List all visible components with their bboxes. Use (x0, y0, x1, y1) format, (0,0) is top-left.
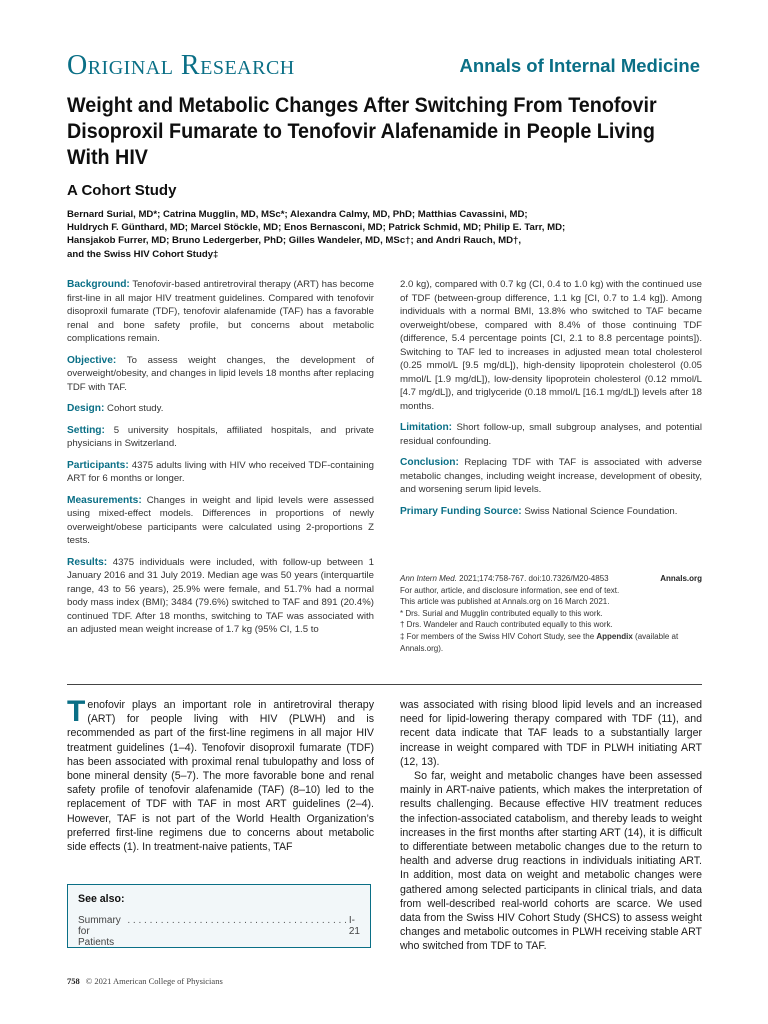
abstract-participants (67, 459, 374, 486)
body-paragraph: So far, weight and metabolic changes have been assessed mainly in ART-naive patients, which makes the interpretation of results challenging. Because effective HIV treatment reduces the infection-associated catabolism, and thereby leads to weight increases in the first months after starting ART (14), it is difficult to differentiate between metabolic changes due to the return to health and adverse drug reactions in individuals initiating ART. In addition, most data on weight and metabolic changes were gathered among selected participants in clinical trials, and data from well-described real-world cohorts are scarce. We used data from the Swiss HIV Cohort Study (SHCS) to assess weight changes and metabolic outcomes in PLWH receiving stable ART who switched from TDF to TAF. (400, 770, 702, 953)
abstract-results-continued: 2.0 kg), compared with 0.7 kg (CI, 0.4 to 1.0 kg) with the continued use of TDF (between-group difference, 1.1 kg [CI, 0.7 to 1.4 kg]). Among individuals with a normal BMI, 13.8% who switched to TAF became overweight/obese, compared with 8.4% of those continuing TDF (difference, 5.4 percentage points [CI, 2.1 to 8.8 percentage points]). Switching to TAF led to increases in adjusted mean total cholesterol (0.25 mmol/L [9.5 mg/dL]), high-density lipoprotein cholesterol (0.05 mmol/L [1.9 mg/dL]), low-density lipoprotein cholesterol (0.12 mmol/L [4.7 mg/dL]), and triglyceride (0.18 mmol/L [16.1 mg/dL]) levels after 18 months. (400, 279, 702, 412)
abstract-text: Cohort study. (104, 403, 164, 414)
abstract-heading: Background: (67, 279, 130, 290)
abstract-funding (400, 505, 702, 519)
divider (67, 684, 702, 685)
meta-note-1: * Drs. Surial and Mugglin contributed equally to this work. (400, 608, 603, 618)
abstract-text: Replacing TDF with TAF is associated with adverse metabolic changes, including weight increase, development of obesity, and worsening serum lipid levels. (400, 457, 702, 495)
body-text: enofovir plays an important role in antiretroviral therapy (ART) for people living with HIV (PLWH) and is recommended as part of the first-line regimens in all major HIV treatment guidelines (1–4). Tenofovir disoproxil fumarate (TDF) has been associated with proximal renal tubulopathy and loss of bone mineral density (5–7). The more favorable bone and renal safety profile of tenofovir alafenamide (TAF) (8–10) led to the replacement of TDF with TAF in most ART guidelines (2–4). However, TAF is not part of the World Health Organization’s preferred first-line regimens due to concerns about metabolic side effects (1). In treatment-naive patients, TAF (67, 699, 374, 854)
see-also-item-label[interactable]: Summary for Patients (78, 915, 121, 948)
abstract-heading: Results: (67, 556, 108, 568)
citation (400, 573, 609, 585)
meta-note-3 (400, 631, 702, 654)
section-label: Original Research (67, 50, 295, 81)
abstract-results (67, 556, 374, 637)
abstract-text: 4375 adults living with HIV who received TDF-containing ART for 6 months or longer. (67, 459, 374, 484)
copyright: © 2021 American College of Physicians (85, 976, 223, 986)
abstract-setting (67, 424, 374, 451)
drop-cap: T (67, 695, 86, 728)
citation-row (400, 573, 702, 585)
author-list: Bernard Surial, MD*; Catrina Mugglin, MD, MSc*; Alexandra Calmy, MD, PhD; Matthias Cavassini, MD; Huldrych F. Günthard, MD; Marcel Stöckle, MD; Enos Bernasconi, MD; Patrick Schmid, MD; Philip E. Tarr, MD; Hansjakob Furrer, MD; Bruno Ledergerber, PhD; Gilles Wandeler, MD, MSc†; and Andri Rauch, MD†, and the Swiss HIV Cohort Study‡ (67, 209, 566, 260)
abstract-left-column (67, 278, 374, 645)
abstract-text: To assess weight changes, the development of overweight/obesity, and changes in lipid levels 18 months after replacing TDF with TAF. (67, 354, 374, 393)
body-left-column (67, 695, 374, 854)
abstract-limitation (400, 421, 702, 448)
see-also-item[interactable] (78, 915, 360, 948)
website-link[interactable]: Annals.org (660, 574, 702, 583)
abstract-heading: Design: (67, 403, 105, 414)
meta-note-text: ‡ For members of the Swiss HIV Cohort Study, see the (400, 631, 597, 641)
article-subtitle: A Cohort Study (67, 182, 177, 199)
abstract-text: Short follow-up, small subgroup analyses, and potential residual confounding. (400, 422, 702, 447)
abstract-right-column (400, 278, 702, 526)
body-paragraph (67, 695, 374, 854)
abstract-heading: Objective: (67, 354, 117, 366)
abstract-text: Swiss National Science Foundation. (521, 505, 678, 517)
see-also-title: See also: (78, 893, 125, 905)
meta-published: This article was published at Annals.org on 16 March 2021. (400, 597, 610, 607)
abstract-heading: Participants: (67, 459, 129, 471)
abstract-background (67, 278, 374, 346)
abstract-measurements (67, 494, 374, 548)
article-title: Weight and Metabolic Changes After Switching From Tenofovir Disoproxil Fumarate to Tenofovir Alafenamide in People Living With HIV (67, 94, 657, 169)
abstract-text: 4375 individuals were included, with follow-up between 1 January 2016 and 31 July 2019. Median age was 50 years (interquartile range, 43 to 56 years), 25.9% were female, and 51.7% had a normal body mass index (BMI); 3484 (79.6%) switched to TAF and 891 (20.4%) continued TDF. After 18 months, switching to TAF was associated with an adjusted mean weight increase of 1.7 kg (95% CI, 1.5 to (67, 556, 374, 635)
page-footer (67, 976, 223, 986)
meta-author-info: For author, article, and disclosure information, see end of text. (400, 585, 620, 595)
meta-note-2: † Drs. Wandeler and Rauch contributed equally to this work. (400, 620, 613, 630)
body-right-column (400, 698, 702, 954)
abstract-text: 5 university hospitals, affiliated hospitals, and private physicians in Switzerland. (67, 424, 374, 449)
journal-name: Annals of Internal Medicine (459, 55, 700, 76)
abstract-conclusion (400, 456, 702, 497)
abstract-design (67, 402, 374, 416)
abstract-heading: Conclusion: (400, 457, 459, 468)
citation-details: 2021;174:758-767. doi:10.7326/M20-4853 (456, 574, 609, 583)
abstract-heading: Setting: (67, 424, 105, 436)
see-also-item-page: I-21 (348, 915, 360, 937)
abstract-text: Changes in weight and lipid levels were assessed using mixed-effect models. Differences in proportions of newly overweight/obese participants were calculated using 2-proportions Z tests. (67, 494, 374, 546)
article-meta (400, 573, 702, 654)
body-paragraph: was associated with rising blood lipid levels and an increased need for lipid-lowering therapy compared with TDF (11), and recent data indicate that TAF leads to a substantially larger increase in weight compared with TDF in PLWH initiating ART (12, 13). (400, 699, 702, 768)
page-number: 758 (67, 976, 80, 986)
abstract-text: Tenofovir-based antiretroviral therapy (ART) has become first-line in all major HIV treatment guidelines. Compared with tenofovir disoproxil fumarate (TDF), tenofovir alafenamide (TAF) has a favorable renal and bone safety profile, but concerns about metabolic complications remain. (67, 279, 374, 344)
appendix-link[interactable]: Appendix (596, 631, 633, 641)
abstract-heading: Measurements: (67, 494, 142, 506)
citation-journal: Ann Intern Med. (400, 574, 457, 583)
see-also-box (67, 884, 371, 948)
abstract-heading: Primary Funding Source: (400, 505, 522, 517)
abstract-objective (67, 354, 374, 395)
meta-note-text: (available at Annals.org). (400, 631, 679, 653)
abstract-heading: Limitation: (400, 422, 453, 433)
leader-dots: . . . . . . . . . . . . . . . . . . . . . . . . . . . . . . . . . . . . . . . . (127, 915, 347, 926)
